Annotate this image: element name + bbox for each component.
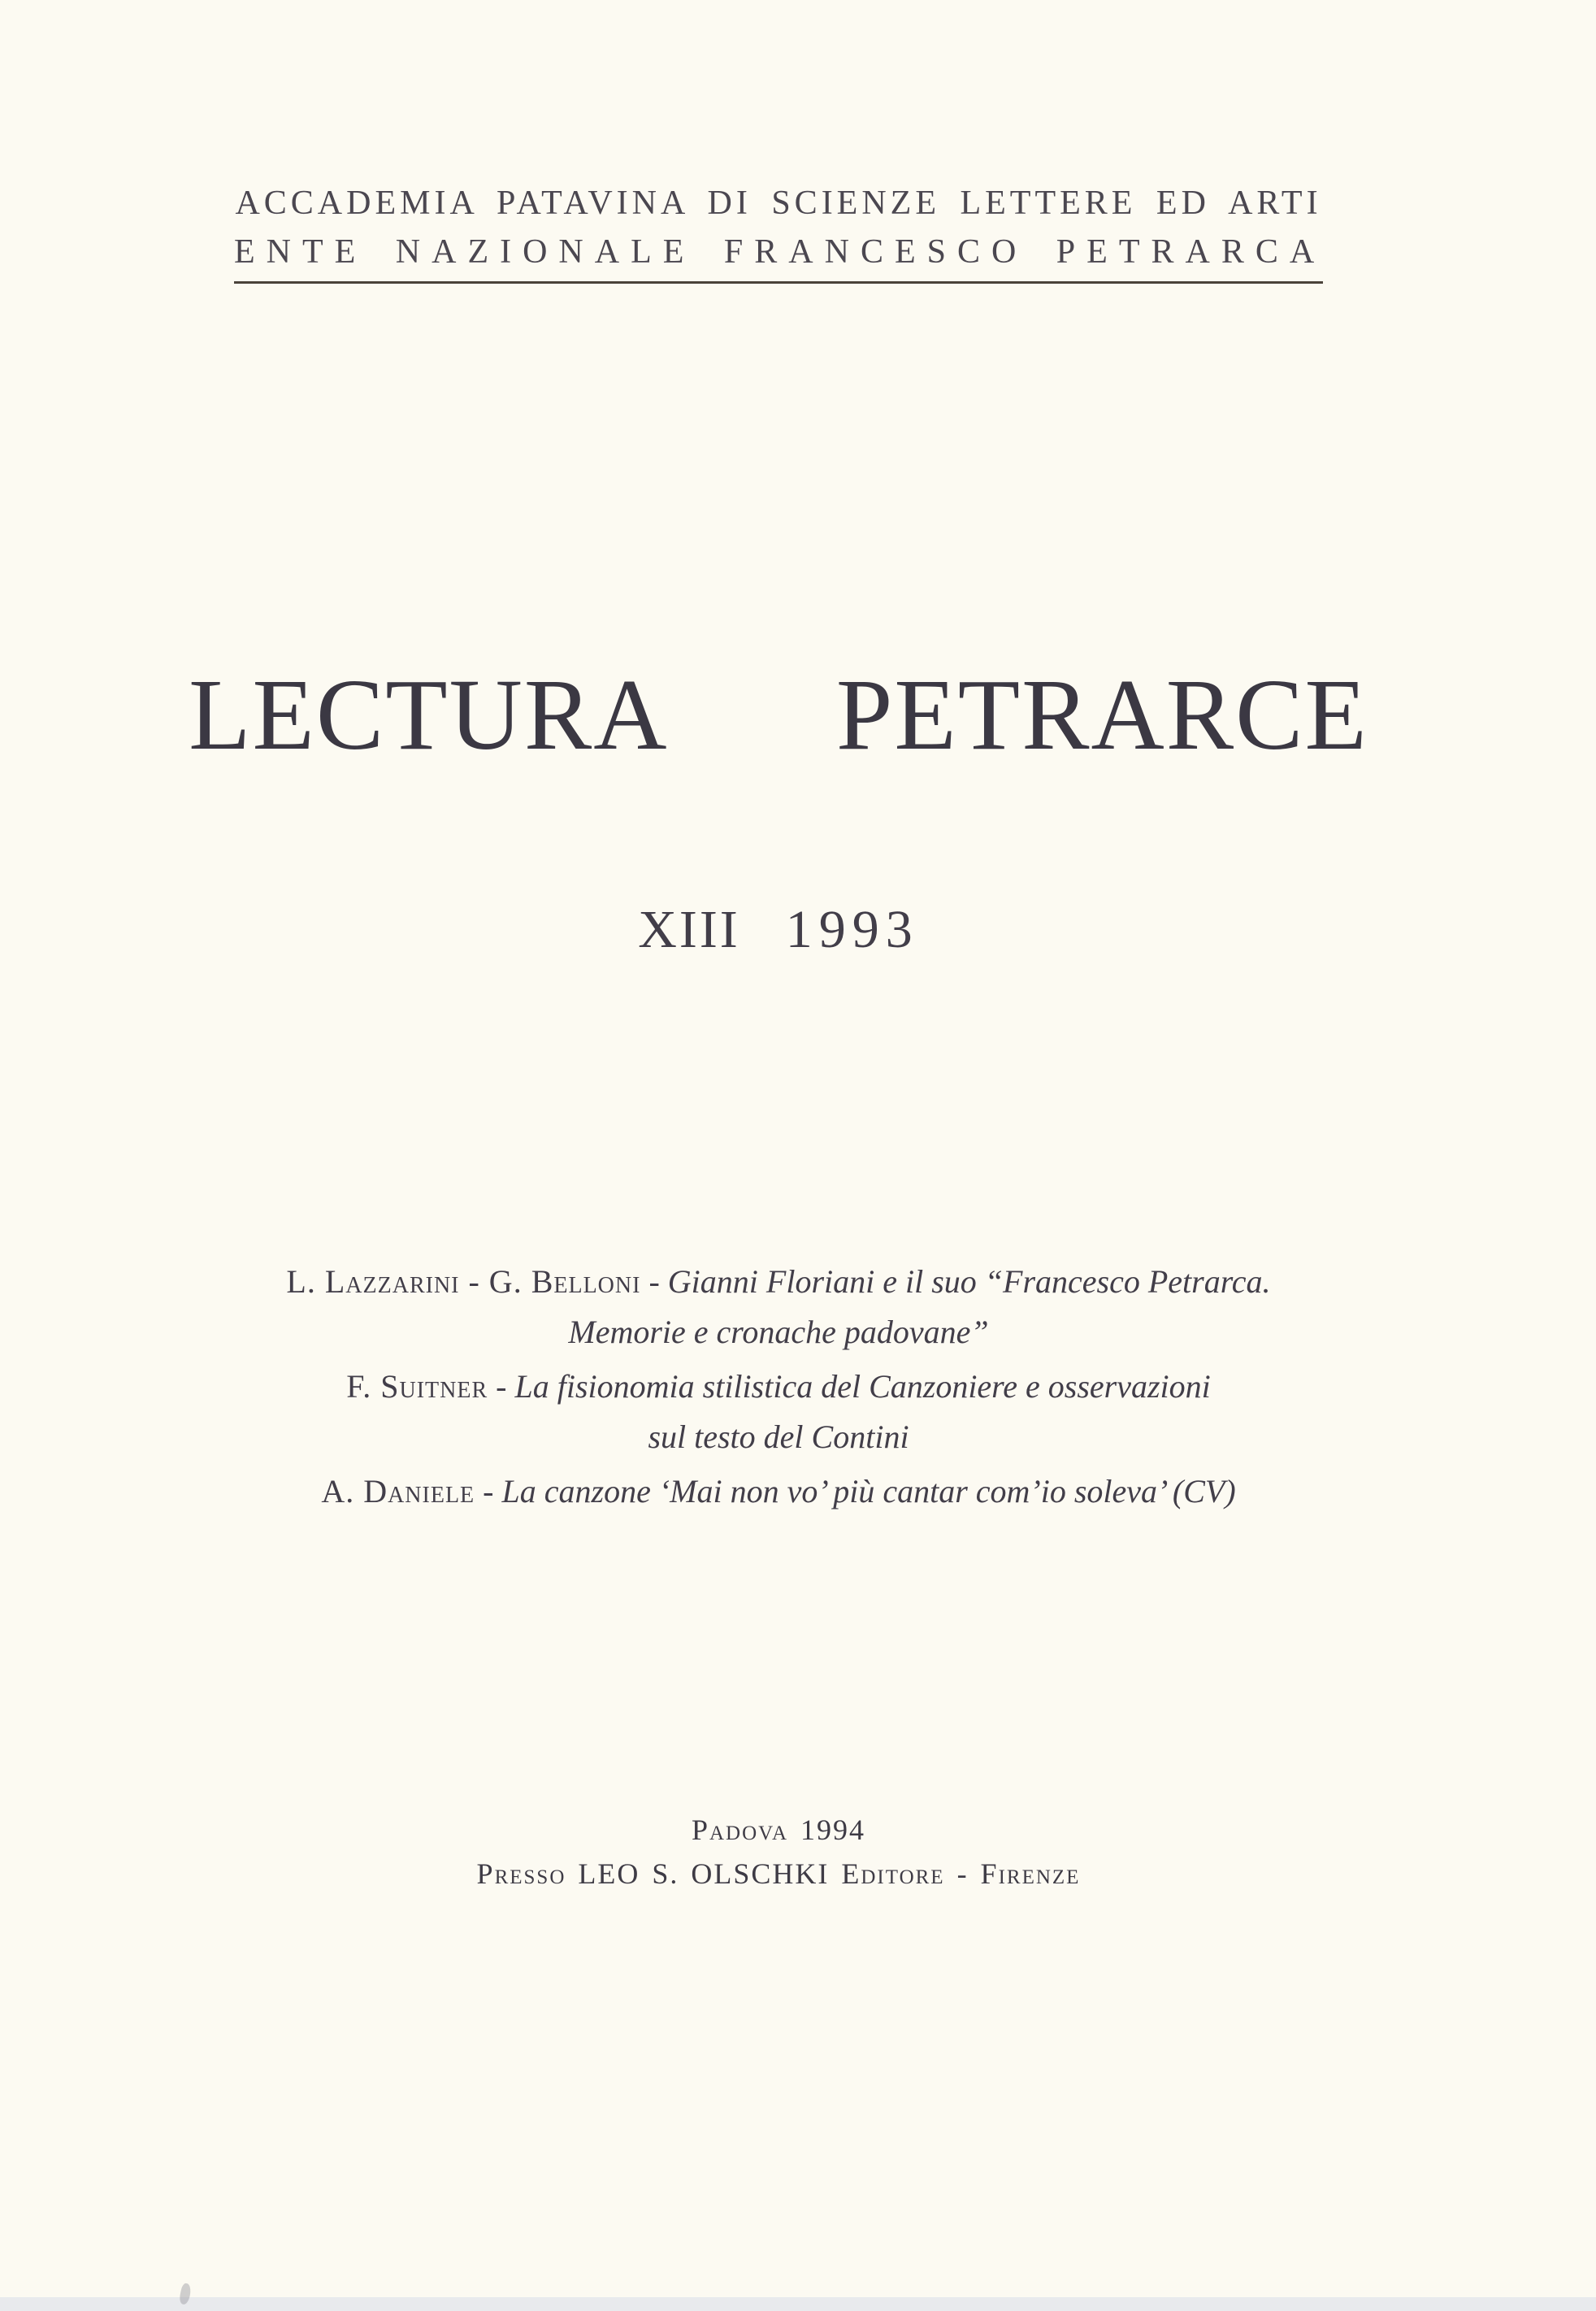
article-title-line: sul testo del Contini [648,1418,909,1455]
author-names: A. Daniele [321,1473,475,1510]
header-rule [234,281,1323,284]
contents-list [63,1257,1494,1517]
author-names: F. Suitner [346,1368,488,1405]
institution-line-2: ENTE NAZIONALE FRANCESCO PETRARCA [234,233,1326,271]
author-title-dash: - [488,1368,515,1405]
contents-entry [63,1466,1494,1517]
article-title-line: Memorie e cronache padovane” [568,1314,989,1350]
institution-line-1: ACCADEMIA PATAVINA DI SCIENZE LETTERE ED ARTI [235,185,1322,222]
imprint [0,1808,1576,1896]
article-title-line: La canzone ‘Mai non vo’ più cantar com’io soleva’ (CV) [501,1473,1236,1510]
scan-edge [0,2297,1596,2311]
volume-year: 1993 [785,900,919,959]
volume-line [0,899,1576,961]
volume-numeral: XIII [638,900,740,959]
contents-entry [63,1257,1494,1357]
author-names: L. Lazzarini - G. Belloni [286,1263,641,1300]
institution-header [234,184,1326,284]
author-title-dash: - [475,1473,502,1510]
author-title-dash: - [640,1263,668,1300]
imprint-place-year: Padova 1994 [691,1814,866,1846]
article-title-line: Gianni Floriani e il suo “Francesco Petrarca. [667,1263,1271,1300]
series-title: LECTURA PETRARCE [189,659,1368,771]
imprint-publisher: Presso LEO S. OLSCHKI Editore - Firenze [476,1857,1081,1890]
article-title-line: La fisionomia stilistica del Canzoniere e osservazioni [514,1368,1211,1405]
contents-entry [63,1362,1494,1462]
